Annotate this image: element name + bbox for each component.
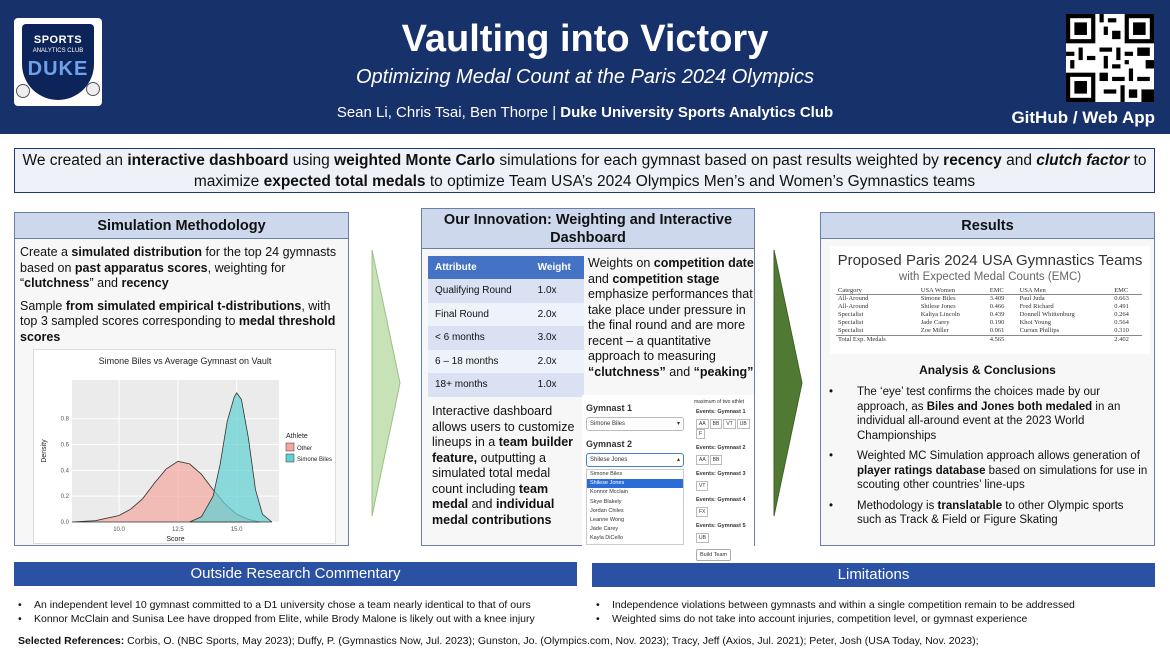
github-webapp-label: GitHub / Web App xyxy=(1011,108,1155,127)
table-header: Weight xyxy=(531,256,584,279)
dropdown-option[interactable]: Shilese Jones xyxy=(587,479,683,488)
table-row xyxy=(428,303,584,327)
table-cell: Final Round xyxy=(428,303,531,327)
gymnast-2-label: Gymnast 2 xyxy=(586,439,633,449)
table-header: Attribute xyxy=(428,256,531,279)
analysis-heading: Analysis & Conclusions xyxy=(919,363,1056,377)
events-label: Events: Gymnast 1 xyxy=(696,409,746,415)
dropdown-option[interactable]: Jordan Chiles xyxy=(590,507,624,514)
table-cell: 0.564 xyxy=(1114,319,1129,326)
table-cell: All-Around xyxy=(838,303,869,310)
gymnast-dropdown-list xyxy=(586,469,684,545)
table-header: USA Men xyxy=(1018,287,1113,295)
select-value: Shilese Jones xyxy=(590,457,628,463)
table-cell: Total Exp. Medals xyxy=(836,336,919,345)
table-cell: 0.061 xyxy=(989,327,1005,334)
table-cell: 0.466 xyxy=(989,303,1005,310)
limitations-list xyxy=(594,599,1154,626)
table-row xyxy=(428,279,584,303)
event-chip[interactable]: UB xyxy=(737,419,750,429)
builder-note: maximum of two athlet xyxy=(694,399,745,405)
table-row xyxy=(428,350,584,374)
summary-emphasis: interactive dashboard xyxy=(127,152,289,169)
table-cell: 0.439 xyxy=(989,311,1005,318)
table-cell xyxy=(919,336,988,345)
table-cell: Kaliya Lincoln xyxy=(920,311,960,318)
event-chip[interactable]: VT xyxy=(696,481,708,491)
gymnast-1-label: Gymnast 1 xyxy=(586,403,633,413)
x-tick-label: 10.0 xyxy=(113,527,125,533)
table-row xyxy=(836,311,1142,319)
event-chip[interactable]: AA xyxy=(696,419,709,429)
table-cell: Curran Phillips xyxy=(1019,327,1060,334)
table-cell: Qualifying Round xyxy=(428,279,531,303)
x-axis-label: Score xyxy=(166,536,185,543)
event-chip[interactable]: BB xyxy=(710,419,723,429)
table-header: Category xyxy=(836,287,919,295)
logo-text-line2: ANALYTICS CLUB xyxy=(32,48,84,54)
legend-swatch xyxy=(286,454,294,462)
analysis-list xyxy=(829,385,1149,534)
summary-text: to maximize xyxy=(193,152,1147,190)
table-cell: Simone Biles xyxy=(920,295,956,302)
innovation-panel xyxy=(421,208,755,558)
table-cell: 0.310 xyxy=(1114,327,1129,334)
results-table-figure xyxy=(830,246,1150,354)
build-team-button[interactable]: Build Team xyxy=(696,549,731,561)
event-chip[interactable]: AA xyxy=(696,455,709,465)
event-chip[interactable]: UB xyxy=(696,533,709,543)
density-chart xyxy=(33,349,336,544)
summary-text: We created an xyxy=(22,152,128,169)
event-chip[interactable]: FX xyxy=(696,507,708,517)
logo-text-line3: DUKE xyxy=(27,58,89,80)
list-item: • An independent level 10 gymnast committed to a D1 university chose a team nearly identical to that of ours xyxy=(16,599,586,613)
simulation-paragraph-1: Create a simulated distribution for the top 24 gymnasts based on past apparatus scores, weighting for “clutchness” and recency xyxy=(20,245,337,290)
table-cell: All-Around xyxy=(838,295,869,302)
summary-text: using xyxy=(288,152,335,169)
weight-table xyxy=(428,256,584,397)
references-text: Corbis, O. (NBC Sports, May 2023); Duffy, P. (Gymnastics Now, Jul. 2023); Gunston, Jo. (Olympics.com, Nov. 2023); Tracy, Jeff (Axios, Jul. 2021); Peter, Josh (USA Today, Nov. 2023); xyxy=(124,635,979,647)
list-item: • Weighted sims do not take into account injuries, competition level, or gymnast experience xyxy=(594,613,1154,627)
results-panel xyxy=(820,212,1155,546)
table-header: EMC xyxy=(988,287,1018,295)
table-cell: 1.0x xyxy=(531,373,584,397)
gymnast-2-select[interactable] xyxy=(586,453,684,467)
event-chips xyxy=(696,455,754,465)
table-cell: Fred Richard xyxy=(1019,303,1054,310)
select-value: Simone Biles xyxy=(590,421,626,427)
flow-arrow-right-icon xyxy=(368,248,404,518)
events-label: Events: Gymnast 4 xyxy=(696,497,746,503)
x-tick-label: 15.0 xyxy=(230,527,243,533)
results-table-subtitle: with Expected Medal Counts (EMC) xyxy=(898,271,1082,283)
qr-code-icon[interactable] xyxy=(1066,14,1154,102)
summary-text: and xyxy=(1001,152,1037,169)
list-item: • Independence violations between gymnasts and within a single competition remain to be addressed xyxy=(594,599,1154,613)
panel-heading: Our Innovation: Weighting and Interactive Dashboard xyxy=(422,209,754,249)
table-cell: 18+ months xyxy=(428,373,531,397)
y-tick-label: 0.4 xyxy=(60,468,69,475)
table-cell: 4.565 xyxy=(988,336,1018,345)
gymnast-1-select[interactable] xyxy=(586,417,684,431)
chevron-down-icon: ▾ xyxy=(676,421,680,427)
table-row xyxy=(836,319,1142,327)
table-cell: 0.264 xyxy=(1114,311,1129,318)
table-cell: 0.190 xyxy=(989,319,1005,326)
references xyxy=(18,635,1158,647)
table-cell: 2.0x xyxy=(531,303,584,327)
summary-box xyxy=(14,148,1155,193)
table-cell: 2.0x xyxy=(531,350,584,374)
references-label: Selected References: xyxy=(18,635,125,647)
table-cell: Khoi Young xyxy=(1019,319,1051,326)
x-tick-label: 12.5 xyxy=(172,527,184,533)
table-cell: 3.409 xyxy=(989,295,1005,302)
legend-title: Athlete xyxy=(286,433,308,440)
table-header: EMC xyxy=(1112,287,1142,295)
table-cell: Specialist xyxy=(838,327,864,334)
dropdown-option[interactable]: Kayla DiCello xyxy=(590,535,624,542)
event-chips xyxy=(696,419,754,439)
y-axis-label: Density xyxy=(41,439,48,463)
y-tick-label: 0.6 xyxy=(60,442,69,449)
dropdown-option[interactable]: Konnor Mcclain xyxy=(590,489,628,496)
table-row xyxy=(836,327,1142,336)
table-cell: 3.0x xyxy=(531,326,584,350)
table-row xyxy=(428,373,584,397)
dropdown-option[interactable]: Leanne Wong xyxy=(590,516,625,523)
table-cell: Specialist xyxy=(838,319,864,326)
table-cell: 0.663 xyxy=(1114,295,1129,302)
table-cell: Specialist xyxy=(838,311,864,318)
limitations-heading: Limitations xyxy=(592,563,1155,587)
team-builder-screenshot xyxy=(582,395,754,558)
simulation-methodology-panel xyxy=(14,212,349,546)
table-cell: 1.0x xyxy=(531,279,584,303)
summary-emphasis: weighted Monte Carlo xyxy=(334,152,496,169)
club-name: Duke University Sports Analytics Club xyxy=(560,104,834,121)
legend-label: Other xyxy=(297,446,313,452)
simulation-paragraph-2: Sample from simulated empirical t-distributions, with top 3 sampled scores corresponding to medal threshold scores xyxy=(20,298,336,344)
table-cell: 2.402 xyxy=(1112,336,1142,345)
list-item: • Konnor McClain and Sunisa Lee have dropped from Elite, while Brody Malone is likely out with a knee injury xyxy=(16,613,586,627)
list-item: • The ‘eye’ test confirms the choices made by our approach, as Biles and Jones both medaled in an individual all-around event at the 2023 World Championships xyxy=(829,385,1149,443)
summary-text: simulations for each gymnast based on past results weighted by xyxy=(495,152,944,169)
poster-header xyxy=(0,0,1170,134)
outside-research-heading: Outside Research Commentary xyxy=(14,562,577,586)
table-cell: 0.491 xyxy=(1114,303,1129,310)
y-tick-label: 0.8 xyxy=(60,416,69,423)
table-cell: < 6 months xyxy=(428,326,531,350)
summary-emphasis: clutch factor xyxy=(1036,152,1130,169)
table-cell: Paul Juda xyxy=(1019,295,1045,302)
panel-heading: Simulation Methodology xyxy=(15,213,348,239)
event-chips xyxy=(696,533,754,543)
events-column xyxy=(696,409,754,561)
table-cell: 6 – 18 months xyxy=(428,350,531,374)
dropdown-option[interactable]: Skye Blakely xyxy=(590,498,622,505)
table-cell: Shilese Jones xyxy=(920,303,956,310)
y-tick-label: 0.2 xyxy=(60,494,69,501)
events-label: Events: Gymnast 5 xyxy=(696,523,746,529)
list-item: • Weighted MC Simulation approach allows generation of player ratings database based on simulations for use in scouting other countries’ line-ups xyxy=(829,449,1149,493)
dropdown-option[interactable]: Jade Carey xyxy=(590,526,619,533)
y-tick-label: 0.0 xyxy=(60,520,69,526)
legend-swatch xyxy=(286,443,294,451)
event-chips xyxy=(696,481,754,491)
outside-research-list xyxy=(16,599,586,626)
table-cell: Donnell Whittenburg xyxy=(1019,311,1075,318)
panel-heading: Results xyxy=(821,213,1154,239)
logo-text-line1: SPORTS xyxy=(33,34,83,46)
innovation-weights-text: Weights on competition date and competition stage emphasize performances that take place under pressure in the final round and are more recent – a quantitative approach to measuring “clutchness” and “peaking” xyxy=(588,256,754,379)
summary-emphasis: recency xyxy=(943,152,1002,169)
table-cell xyxy=(1018,336,1113,345)
events-label: Events: Gymnast 3 xyxy=(696,471,746,477)
poster-subtitle: Optimizing Medal Count at the Paris 2024 Olympics xyxy=(356,66,814,88)
events-label: Events: Gymnast 2 xyxy=(696,445,746,451)
summary-text: to optimize Team USA’s 2024 Olympics Men’s and Women’s Gymnastics teams xyxy=(425,173,976,190)
table-cell: Jade Carey xyxy=(920,319,950,326)
chart-title: Simone Biles vs Average Gymnast on Vault xyxy=(98,356,272,366)
event-chips xyxy=(696,507,754,517)
table-total-row xyxy=(836,336,1142,345)
list-item: • Methodology is translatable to other Olympic sports such as Track & Field or Figure Skating xyxy=(829,499,1149,528)
author-names: Sean Li, Chris Tsai, Ben Thorpe | xyxy=(336,104,561,121)
results-table-title: Proposed Paris 2024 USA Gymnastics Teams xyxy=(837,252,1143,269)
event-chip[interactable]: F xyxy=(696,429,705,439)
table-row xyxy=(428,326,584,350)
event-chip[interactable]: BB xyxy=(710,455,723,465)
results-table xyxy=(836,287,1142,344)
table-header: USA Women xyxy=(919,287,988,295)
innovation-dashboard-text: Interactive dashboard allows users to customize lineups in a team builder feature, outputting a simulated total medal count including team medal and individual medal contributions xyxy=(432,404,575,527)
table-row xyxy=(836,295,1142,304)
legend-label: Simone Biles xyxy=(297,457,333,463)
table-cell: Zoe Miller xyxy=(920,327,949,334)
summary-emphasis: expected total medals xyxy=(263,173,426,190)
chevron-down-icon: ▴ xyxy=(676,457,680,463)
dropdown-option[interactable]: Simone Biles xyxy=(590,471,623,477)
table-row xyxy=(836,303,1142,311)
flow-arrow-right-icon xyxy=(770,248,806,518)
density-chart-svg xyxy=(34,350,337,545)
poster-title: Vaulting into Victory xyxy=(401,18,769,60)
event-chip[interactable]: VT xyxy=(723,419,735,429)
